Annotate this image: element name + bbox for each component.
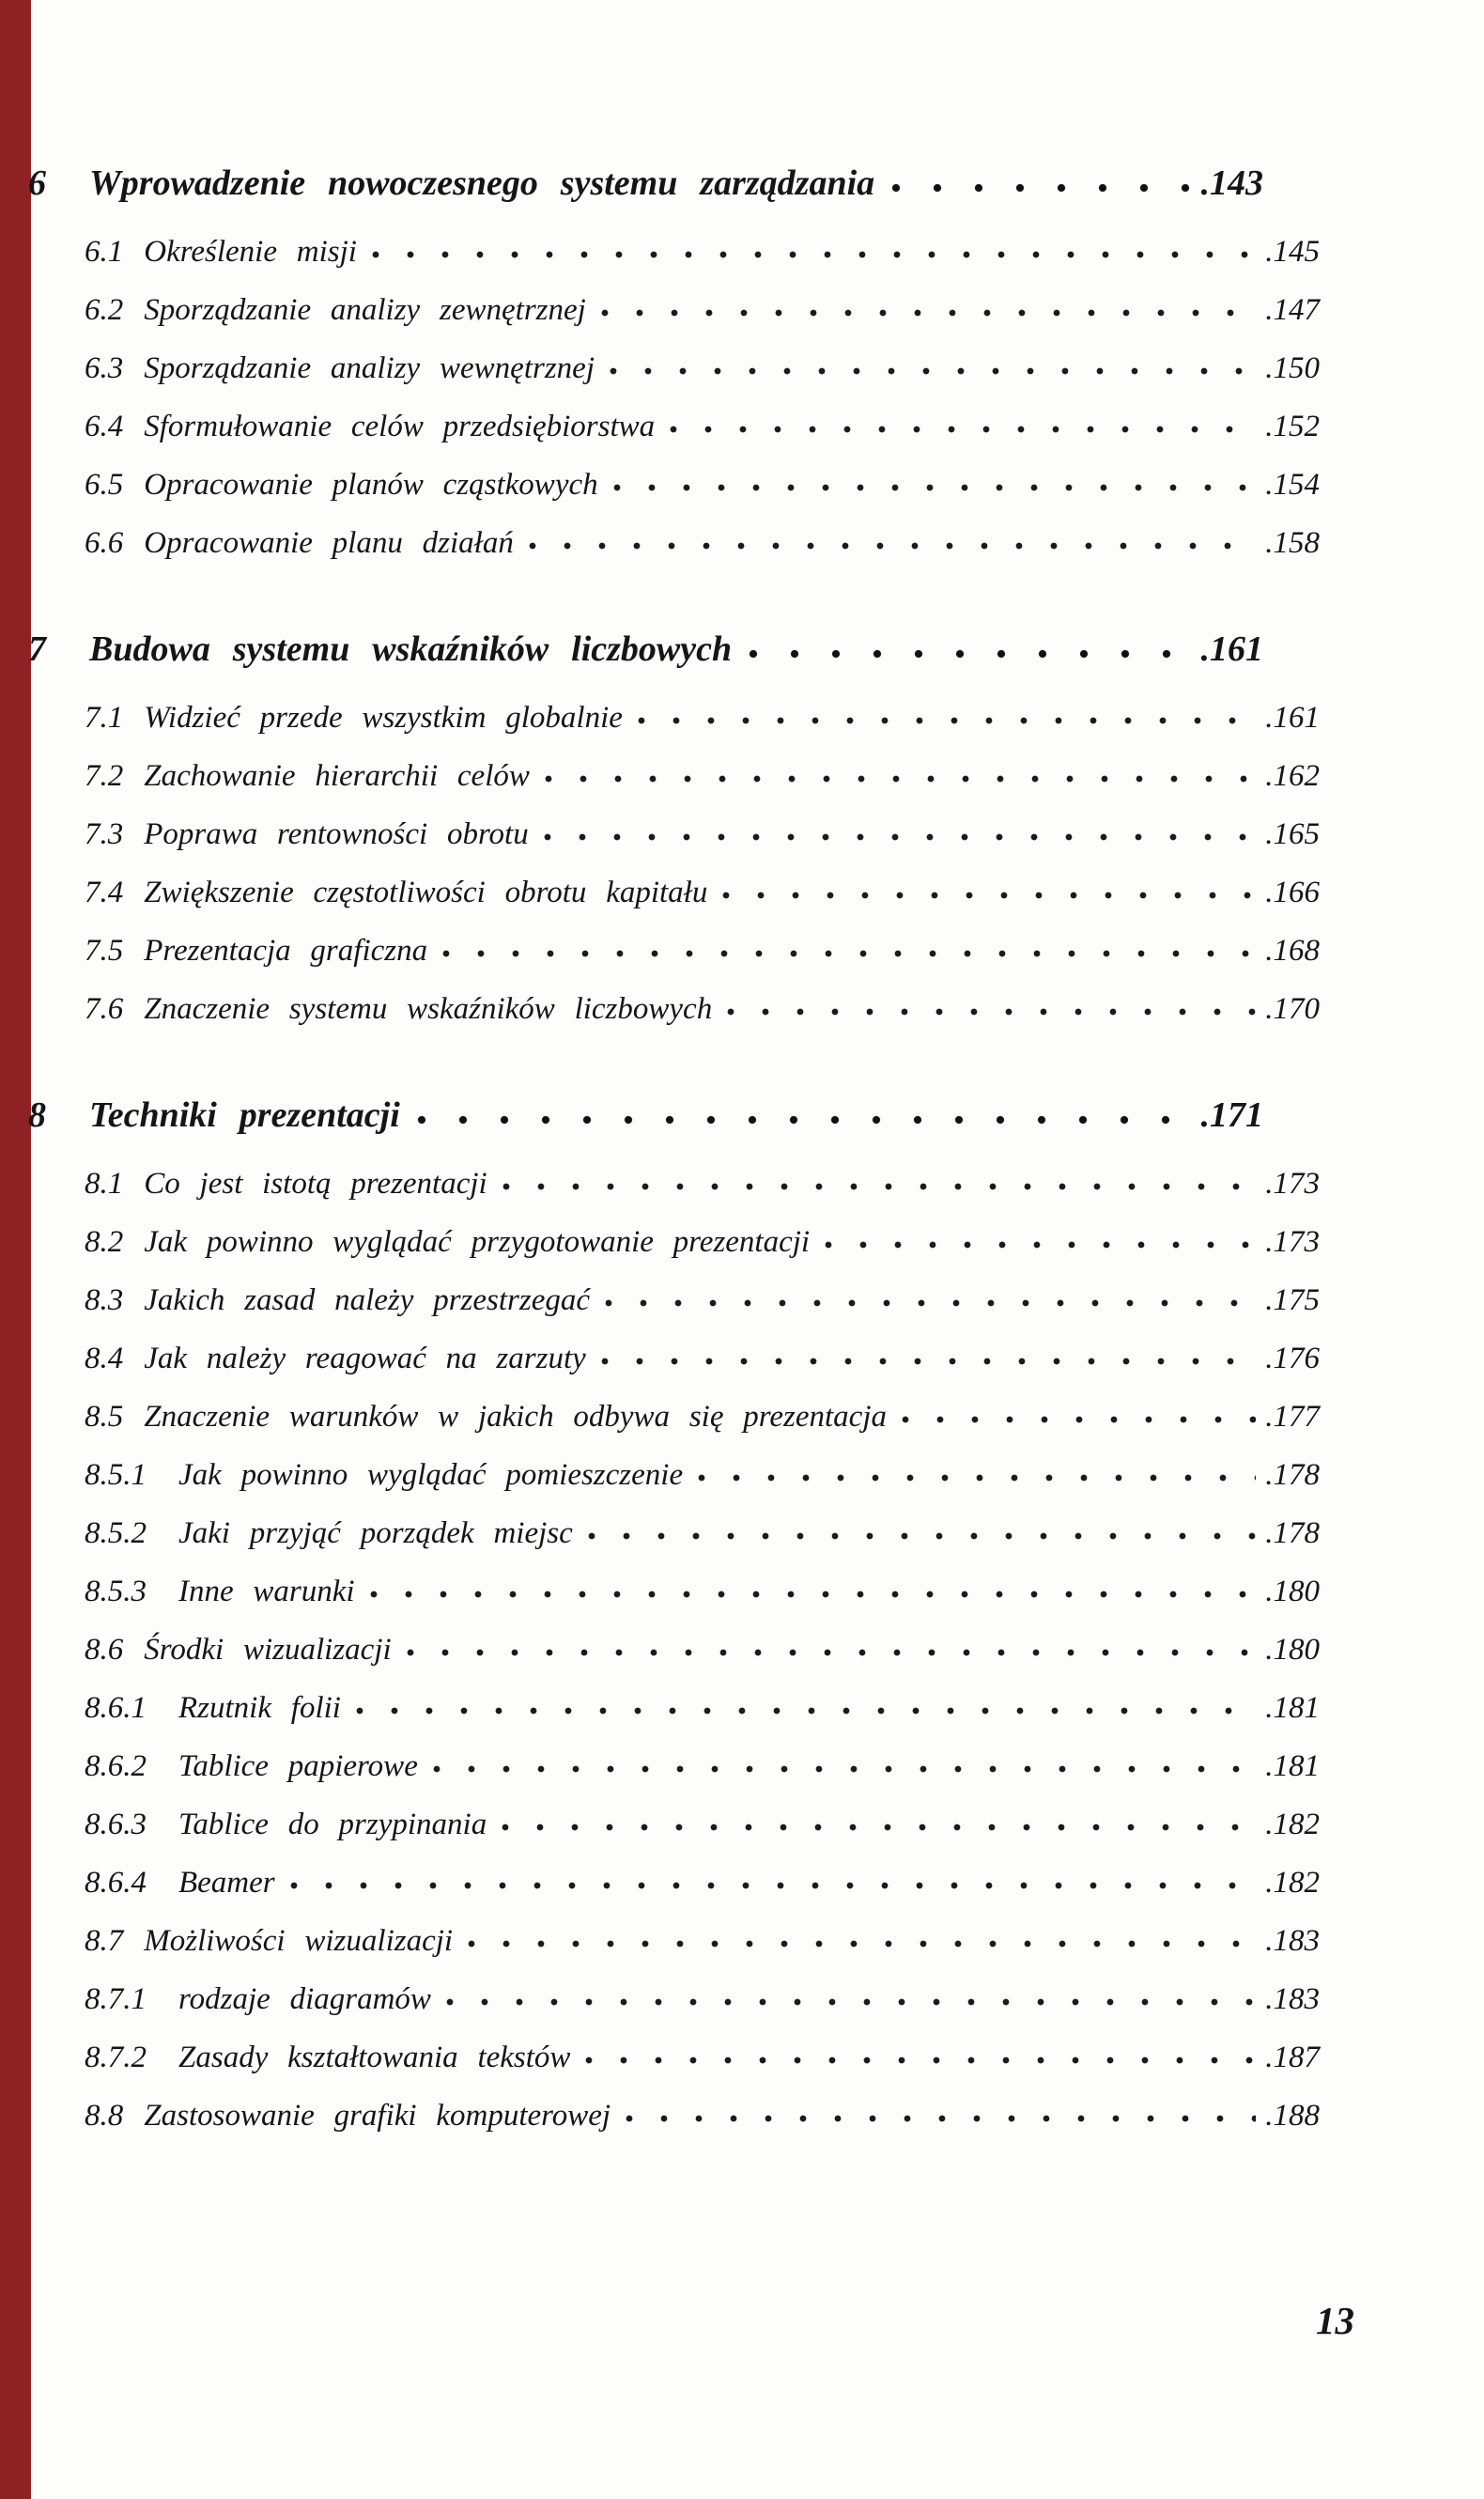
dot-leader — [497, 1156, 1257, 1203]
toc-entry-row — [28, 1272, 1320, 1319]
chapter-number: 8 — [28, 1095, 46, 1136]
entry-page: . 145 — [1265, 235, 1320, 271]
entry-title: Inne warunki — [178, 1575, 355, 1609]
entry-page: . 173 — [1265, 1167, 1320, 1203]
dot-leader — [538, 806, 1257, 853]
entry-title: Poprawa rentowności obrotu — [144, 817, 529, 852]
dot-leader — [401, 1622, 1257, 1669]
entry-page: . 168 — [1265, 934, 1320, 970]
entry-number: 8.6.2 — [85, 1749, 147, 1784]
toc-entry-row — [28, 1738, 1320, 1785]
entry-number: 8.6.1 — [85, 1691, 147, 1726]
dot-leader — [595, 1330, 1256, 1377]
chapter-title: Wprowadzenie nowoczesnego systemu zarządzania — [89, 163, 875, 204]
entry-title: Jakich zasad należy przestrzegać — [144, 1283, 591, 1318]
entry-number: 8.7.1 — [85, 1982, 147, 2017]
entry-number: 8.6.4 — [85, 1866, 147, 1901]
entry-number: 8.2 — [85, 1225, 124, 1260]
entry-page: . 165 — [1265, 817, 1320, 853]
entry-number: 8.1 — [85, 1167, 124, 1202]
dot-leader — [496, 1796, 1256, 1843]
dot-leader — [539, 748, 1256, 795]
entry-page: . 188 — [1265, 2099, 1320, 2134]
entry-number: 6.4 — [85, 410, 124, 444]
entry-page: . 180 — [1265, 1575, 1320, 1610]
entry-number: 8.7 — [85, 1924, 124, 1959]
entry-title: Możliwości wizualizacji — [144, 1924, 454, 1959]
chapter-title: Budowa systemu wskaźników liczbowych — [89, 629, 733, 670]
dot-leader — [664, 398, 1256, 445]
entry-page: . 154 — [1265, 468, 1320, 504]
entry-title: Co jest istotą prezentacji — [144, 1167, 487, 1202]
chapter-page: . 171 — [1201, 1095, 1264, 1137]
dot-leader — [580, 2029, 1256, 2076]
toc-entry-row — [28, 690, 1320, 737]
toc-entry-row — [28, 806, 1320, 853]
entry-title: Znaczenie systemu wskaźników liczbowych — [144, 992, 713, 1027]
entry-number: 7.4 — [85, 876, 124, 910]
entry-number: 8.6.3 — [85, 1808, 147, 1842]
entry-page: . 183 — [1265, 1982, 1320, 2018]
page-number: 13 — [1316, 2299, 1354, 2342]
entry-number: 8.8 — [85, 2099, 124, 2134]
dot-leader — [692, 1447, 1256, 1494]
entry-number: 6.2 — [85, 293, 124, 328]
toc-entry-row — [28, 1505, 1320, 1552]
dot-leader — [721, 981, 1256, 1028]
entry-number: 6.5 — [85, 468, 124, 503]
entry-number: 7.3 — [85, 817, 124, 852]
dot-leader — [437, 923, 1256, 970]
entry-page: . 152 — [1265, 410, 1320, 445]
entry-page: . 178 — [1265, 1516, 1320, 1552]
entry-number: 6.6 — [85, 526, 124, 561]
entry-number: 7.2 — [85, 759, 124, 794]
entry-title: Określenie misji — [144, 235, 357, 270]
entry-title: Zastosowanie grafiki komputerowej — [144, 2099, 611, 2134]
dot-leader — [741, 624, 1191, 671]
toc-entry-row — [28, 1855, 1320, 1901]
entry-number: 8.7.2 — [85, 2041, 147, 2075]
chapter-number: 7 — [28, 629, 46, 670]
entry-number: 8.3 — [85, 1283, 124, 1318]
dot-leader — [366, 224, 1256, 271]
entry-title: Rzutnik folii — [178, 1691, 341, 1726]
entry-page: . 175 — [1265, 1283, 1320, 1319]
dot-leader — [364, 1563, 1257, 1610]
dot-leader — [620, 2088, 1256, 2134]
toc-entry-row — [28, 1447, 1320, 1494]
entry-page: . 161 — [1265, 701, 1320, 737]
entry-title: Prezentacja graficzna — [144, 934, 428, 969]
entry-title: Zasady kształtowania tekstów — [178, 2041, 571, 2075]
toc-entry-row — [28, 1971, 1320, 2018]
toc-entry-row — [28, 1389, 1320, 1436]
entry-page: . 180 — [1265, 1633, 1320, 1669]
entry-page: . 173 — [1265, 1225, 1320, 1261]
chapter-title: Techniki prezentacji — [89, 1095, 400, 1136]
entry-number: 8.5 — [85, 1400, 124, 1435]
entry-page: . 177 — [1265, 1400, 1320, 1436]
entry-number: 8.5.3 — [85, 1575, 147, 1609]
toc-entry-row — [28, 1680, 1320, 1727]
entry-title: Tablice papierowe — [178, 1749, 418, 1784]
dot-leader — [427, 1738, 1256, 1785]
entry-title: Jak należy reagować na zarzuty — [144, 1342, 586, 1376]
entry-title: Opracowanie planów cząstkowych — [144, 468, 598, 503]
dot-leader — [350, 1680, 1256, 1727]
entry-page: . 183 — [1265, 1924, 1320, 1960]
entry-number: 7.6 — [85, 992, 124, 1027]
toc-chapter-row — [28, 624, 1263, 671]
toc-entry-row — [28, 457, 1320, 504]
dot-leader — [819, 1214, 1256, 1261]
toc-entry-row — [28, 282, 1320, 329]
toc-entry-row — [28, 515, 1320, 562]
entry-number: 8.4 — [85, 1342, 124, 1376]
dot-leader — [441, 1971, 1256, 2018]
entry-number: 7.5 — [85, 934, 124, 969]
toc-entry-row — [28, 864, 1320, 911]
toc-entry-row — [28, 1796, 1320, 1843]
toc-entry-row — [28, 1913, 1320, 1960]
entry-page: . 158 — [1265, 526, 1320, 562]
dot-leader — [285, 1855, 1257, 1901]
dot-leader — [896, 1389, 1256, 1436]
toc-chapter-row — [28, 1090, 1263, 1137]
dot-leader — [717, 864, 1256, 911]
dot-leader — [608, 457, 1257, 504]
entry-number: 8.6 — [85, 1633, 124, 1668]
entry-title: rodzaje diagramów — [178, 1982, 431, 2017]
toc-entry-row — [28, 1330, 1320, 1377]
entry-page: . 178 — [1265, 1458, 1320, 1494]
entry-number: 8.5.2 — [85, 1516, 147, 1551]
entry-title: Jaki przyjąć porządek miejsc — [178, 1516, 573, 1551]
toc-entry-row — [28, 748, 1320, 795]
entry-page: . 150 — [1265, 351, 1320, 387]
dot-leader — [582, 1505, 1256, 1552]
entry-title: Środki wizualizacji — [144, 1633, 392, 1668]
entry-title: Sporządzanie analizy wewnętrznej — [144, 351, 595, 386]
entry-title: Zwiększenie częstotliwości obrotu kapitału — [144, 876, 708, 910]
dot-leader — [604, 340, 1256, 387]
entry-title: Tablice do przypinania — [178, 1808, 487, 1842]
toc-entry-row — [28, 2029, 1320, 2076]
chapter-number: 6 — [28, 163, 46, 204]
toc-entry-row — [28, 1214, 1320, 1261]
toc-entry-row — [28, 1156, 1320, 1203]
dot-leader — [884, 158, 1191, 205]
toc-entry-row — [28, 340, 1320, 387]
toc-entry-row — [28, 1622, 1320, 1669]
toc-entry-row — [28, 1563, 1320, 1610]
entry-title: Jak powinno wyglądać przygotowanie prezentacji — [144, 1225, 811, 1260]
entry-number: 7.1 — [85, 701, 124, 736]
dot-leader — [595, 282, 1256, 329]
chapter-page: . 161 — [1201, 629, 1264, 671]
chapter-page: . 143 — [1201, 163, 1264, 205]
toc-entry-row — [28, 224, 1320, 271]
entry-number: 8.5.1 — [85, 1458, 147, 1493]
entry-page: . 162 — [1265, 759, 1320, 795]
entry-page: . 176 — [1265, 1342, 1320, 1377]
entry-title: Opracowanie planu działań — [144, 526, 514, 561]
dot-leader — [523, 515, 1256, 562]
entry-number: 6.3 — [85, 351, 124, 386]
entry-title: Widzieć przede wszystkim globalnie — [144, 701, 623, 736]
entry-page: . 181 — [1265, 1749, 1320, 1785]
entry-title: Sformułowanie celów przedsiębiorstwa — [144, 410, 656, 444]
entry-page: . 181 — [1265, 1691, 1320, 1727]
toc-entry-row — [28, 2088, 1320, 2134]
toc-entry-row — [28, 981, 1320, 1028]
entry-title: Beamer — [178, 1866, 275, 1901]
entry-number: 6.1 — [85, 235, 124, 270]
dot-leader — [599, 1272, 1256, 1319]
entry-page: . 187 — [1265, 2041, 1320, 2076]
entry-title: Jak powinno wyglądać pomieszczenie — [178, 1458, 684, 1493]
entry-page: . 166 — [1265, 876, 1320, 911]
toc-entry-row — [28, 923, 1320, 970]
dot-leader — [462, 1913, 1256, 1960]
dot-leader — [632, 690, 1256, 737]
toc-entry-row — [28, 398, 1320, 445]
dot-leader — [410, 1090, 1192, 1137]
entry-page: . 182 — [1265, 1866, 1320, 1901]
entry-title: Znaczenie warunków w jakich odbywa się prezentacja — [144, 1400, 888, 1435]
entry-page: . 147 — [1265, 293, 1320, 329]
toc-chapter-row — [28, 158, 1263, 205]
entry-title: Zachowanie hierarchii celów — [144, 759, 530, 794]
entry-page: . 170 — [1265, 992, 1320, 1028]
entry-title: Sporządzanie analizy zewnętrznej — [144, 293, 586, 328]
entry-page: . 182 — [1265, 1808, 1320, 1843]
